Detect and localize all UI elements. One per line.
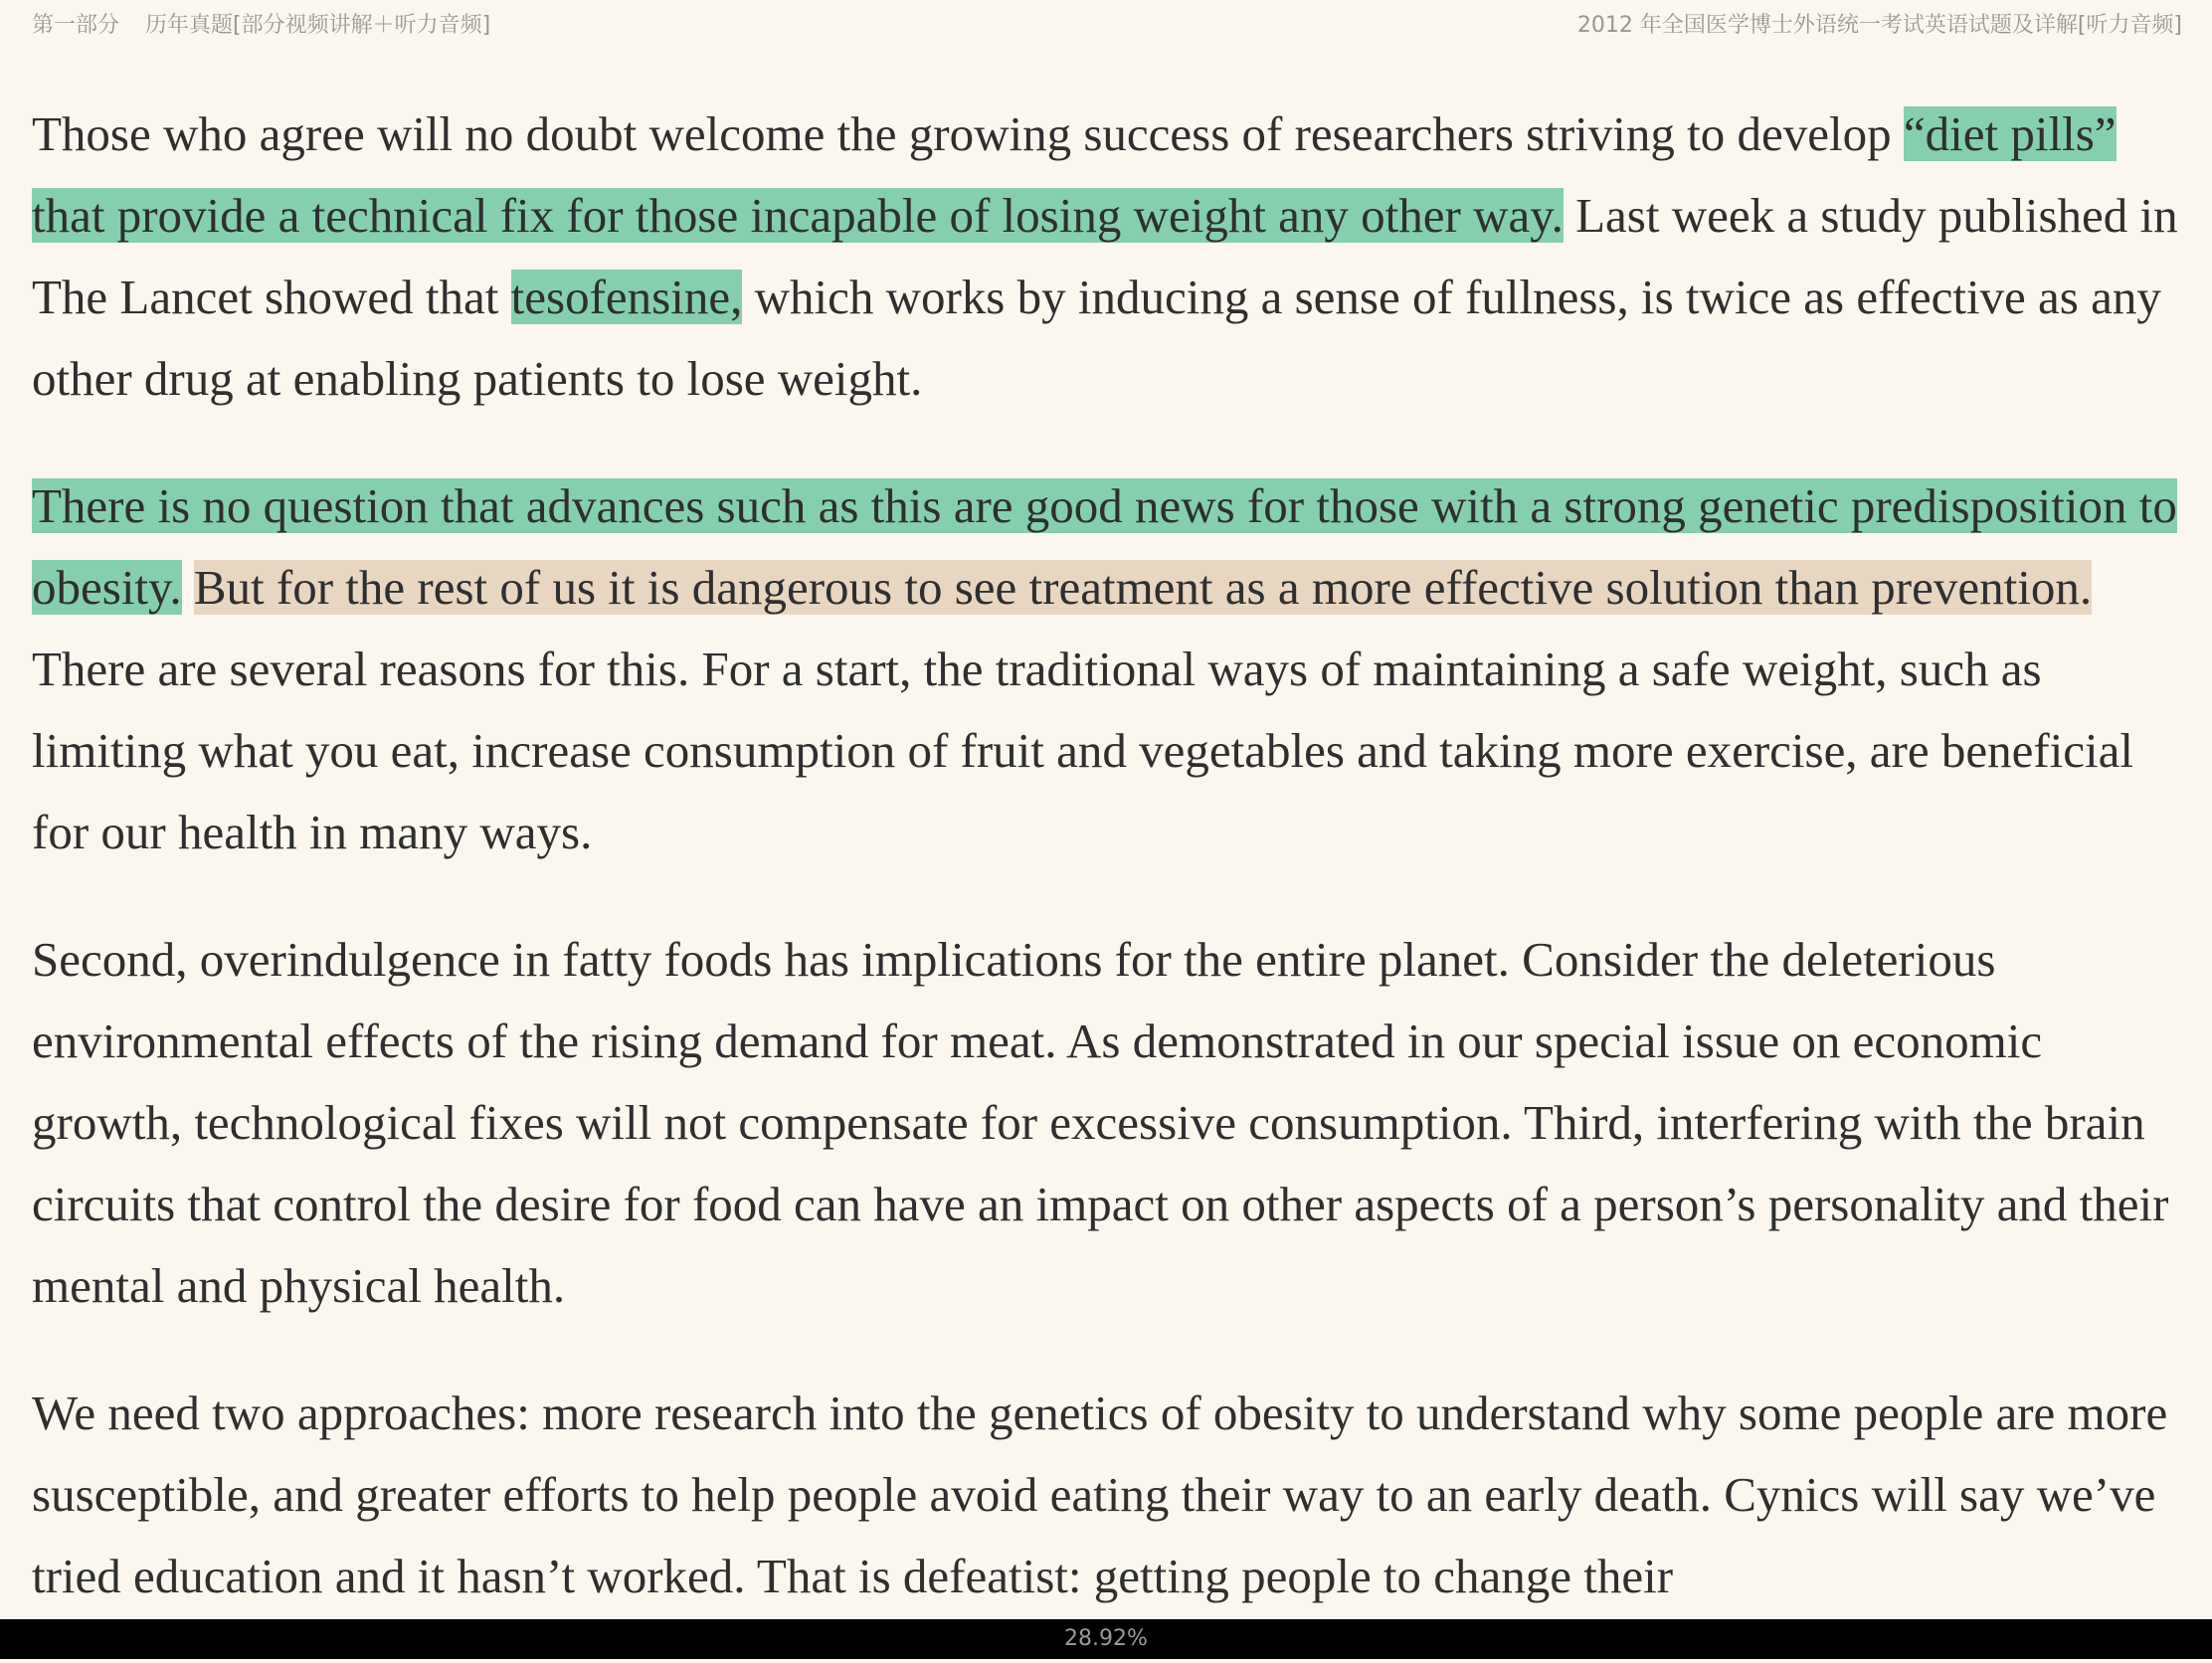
text-run xyxy=(182,560,194,615)
highlight-green[interactable]: “diet pills” that provide a technical fix for those incapable of losing weight any other way. xyxy=(32,106,2117,243)
section-label: 第一部分 xyxy=(32,13,120,38)
text-run: Second, overindulgence in fatty foods has implications for the entire planet. Consider the deleterious environmental effects of the rising demand for meat. As demonstrated in our special issue on economic growth, technological fixes will not compensate for excessive consumption. Third, interfering with the brain circuits that control the desire for food can have an impact on other aspects of a person’s personality and their mental and physical health. xyxy=(32,932,2169,1313)
text-run: Last week a study published in The Lancet showed that xyxy=(32,188,2178,324)
highlight-tan[interactable]: But for the rest of us it is dangerous to see treatment as a more effective solution than prevention. xyxy=(193,560,2093,615)
reading-progress-bar xyxy=(0,1619,2212,1659)
text-run: There are several reasons for this. For a start, the traditional ways of maintaining a safe weight, such as limiting what you eat, increase consumption of fruit and vegetables and taking more exercise, are beneficial for our health in many ways. xyxy=(32,642,2134,859)
paragraph-2 xyxy=(32,465,2184,873)
text-run: Those who agree will no doubt welcome the growing success of researchers striving to develop xyxy=(32,106,1904,161)
highlight-green[interactable]: There is no question that advances such as this are good news for those with a strong genetic predisposition to obesity. xyxy=(32,478,2177,615)
highlight-green[interactable]: tesofensine, xyxy=(510,270,743,324)
progress-percent: 28.92% xyxy=(1064,1626,1148,1651)
book-title: 2012 年全国医学博士外语统一考试英语试题及详解[听力音频] xyxy=(1576,13,2182,38)
paragraph-3 xyxy=(32,919,2184,1327)
reading-content[interactable] xyxy=(32,93,2184,1663)
paragraph-1 xyxy=(32,93,2184,420)
reader-header xyxy=(0,0,2212,44)
breadcrumb xyxy=(32,8,490,39)
text-run: which works by inducing a sense of fullness, is twice as effective as any other drug at enabling patients to lose weight. xyxy=(32,270,2161,406)
paragraph-4 xyxy=(32,1373,2184,1617)
chapter-label: 历年真题[部分视频讲解＋听力音频] xyxy=(145,13,491,38)
text-run: We need two approaches: more research into the genetics of obesity to understand why some people are more susceptible, and greater efforts to help people avoid eating their way to an early death. Cynics will say we’ve tried education and it hasn’t worked. That is defeatist: getting people to change their xyxy=(32,1386,2168,1603)
